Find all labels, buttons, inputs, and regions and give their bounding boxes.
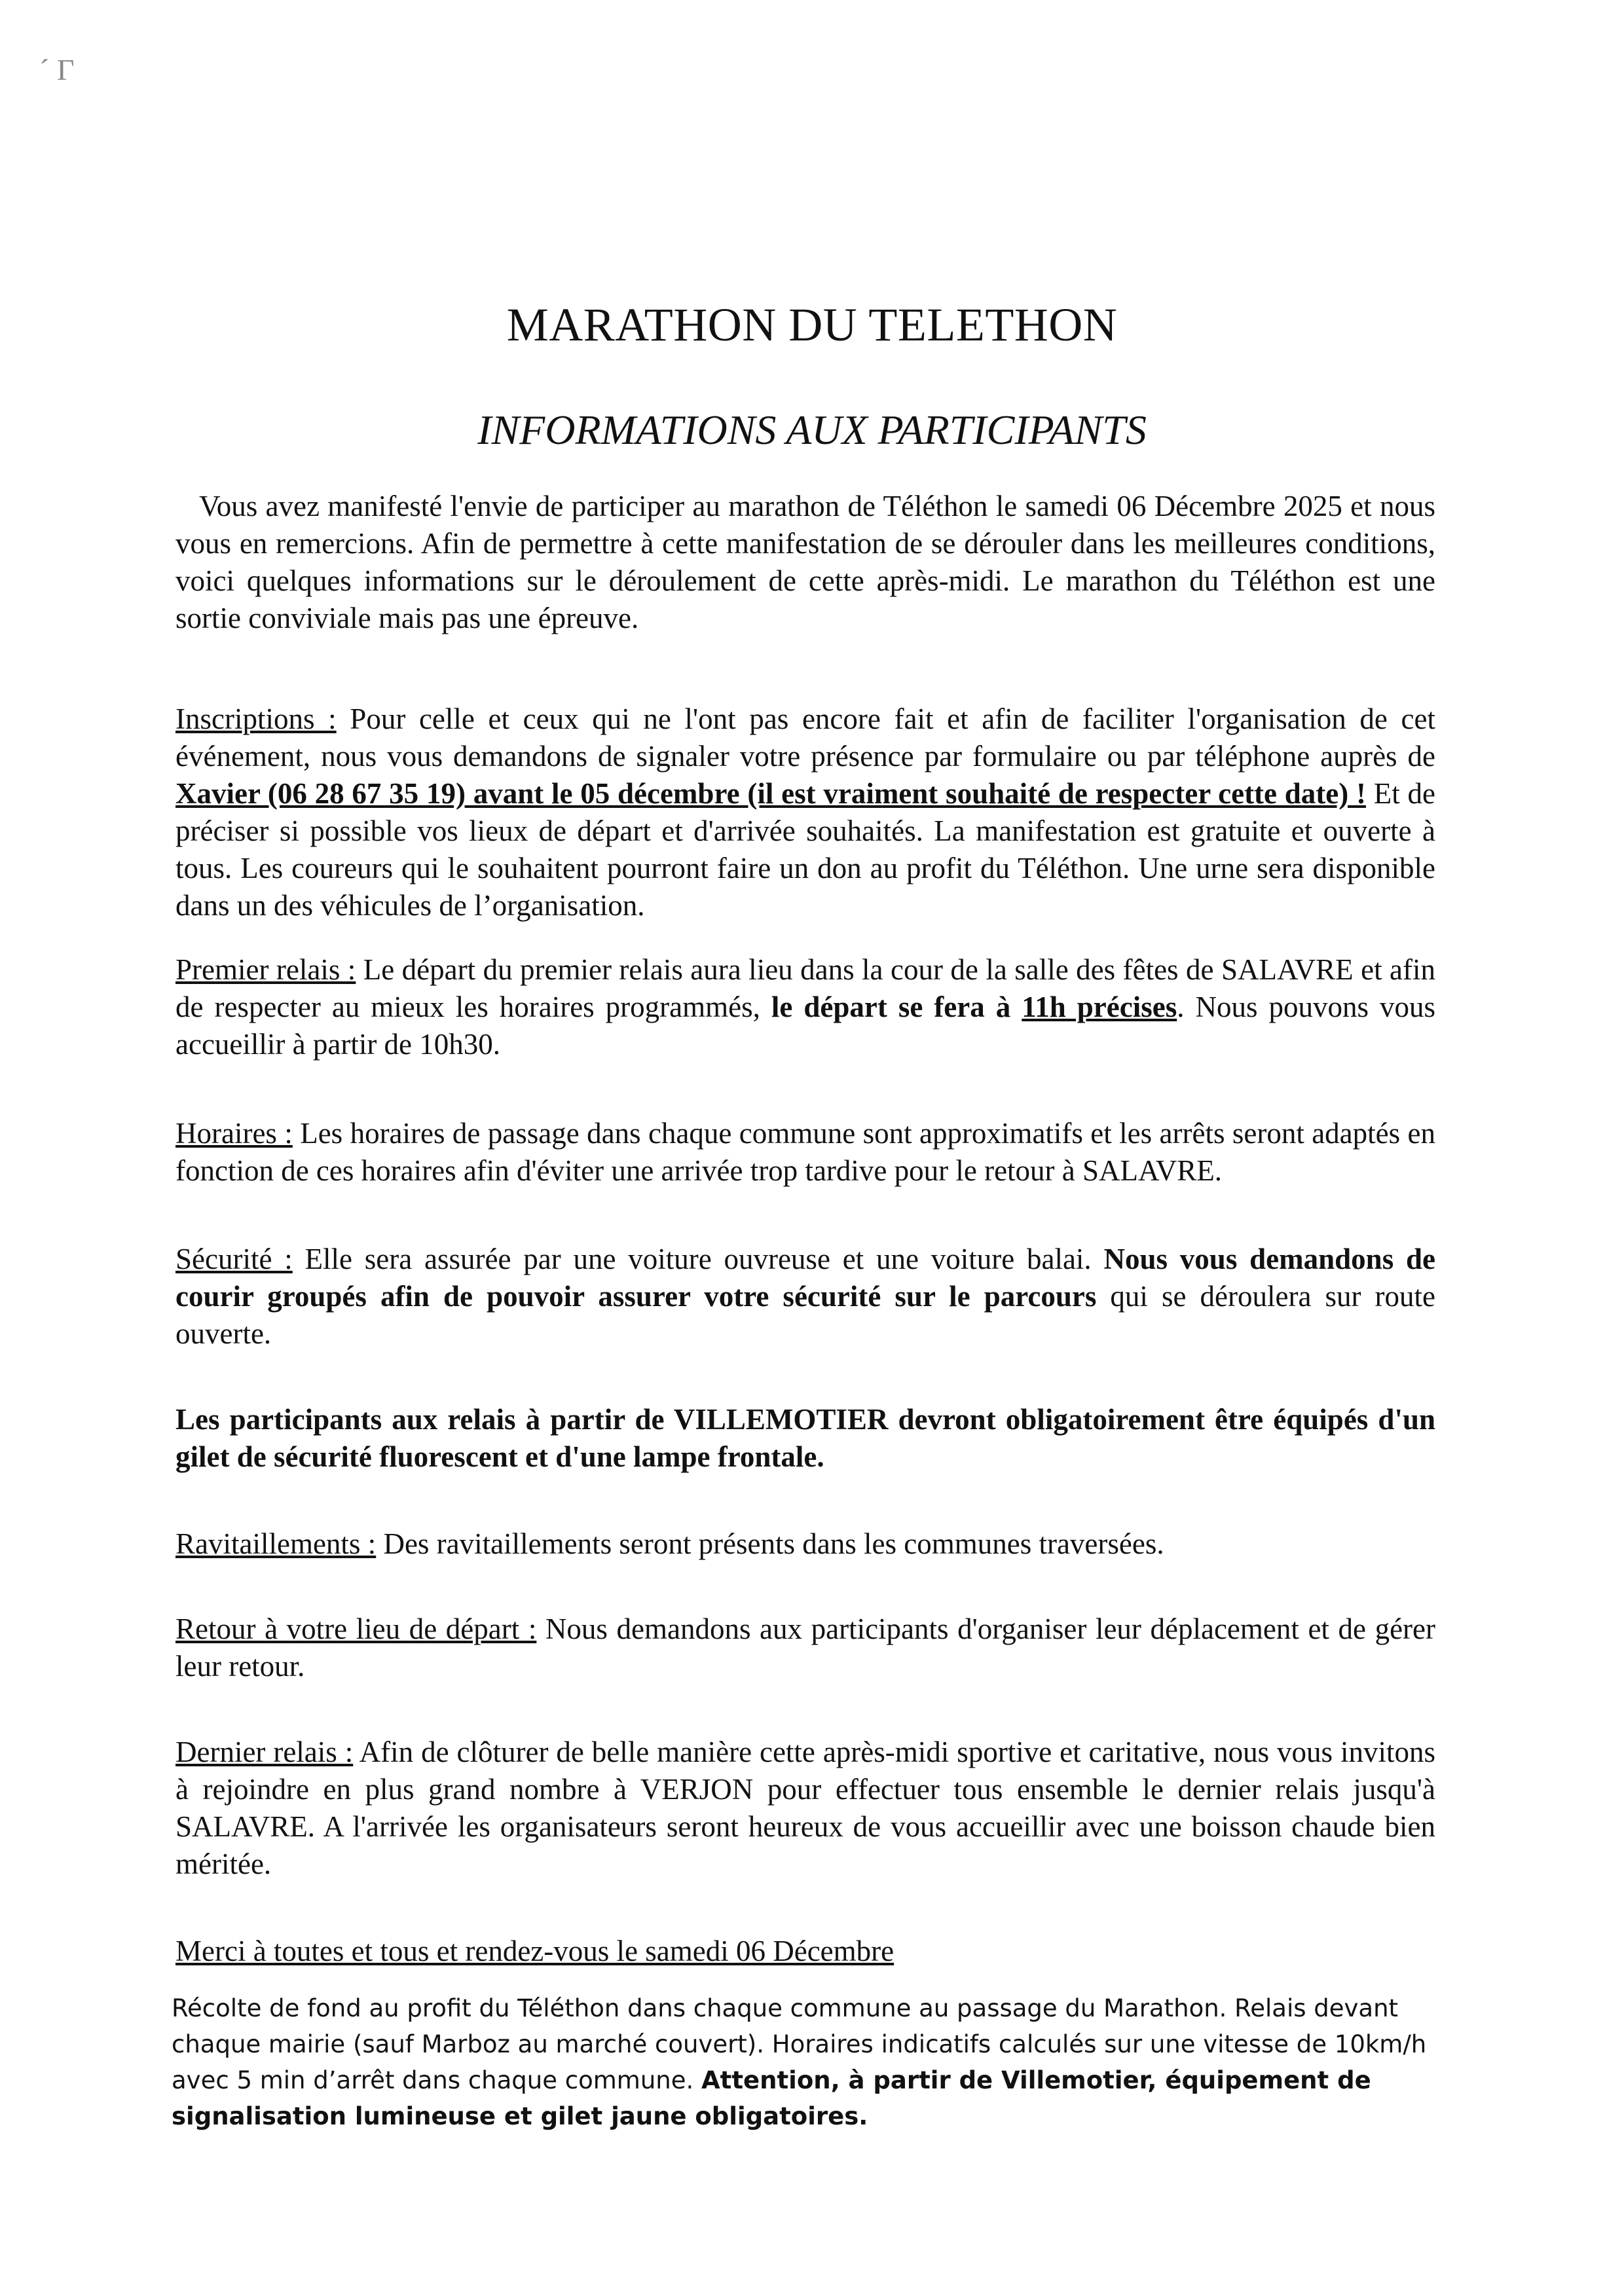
page-title: MARATHON DU TELETHON — [506, 299, 1118, 351]
premier-relais-bold: le départ se fera à — [771, 991, 1022, 1023]
securite-text-2: qui se déroulera sur route ouverte. — [175, 1280, 1436, 1350]
equipment-warning: Les participants aux relais à partir de VILLEMOTIER devront obligatoirement être équipés d'un gilet de sécurité fluorescent et d'une lampe frontale. — [175, 1403, 1435, 1473]
final-note-text: Récolte de fond au profit du Téléthon dans chaque commune au passage du Marathon. Relais devant chaque mairie (sauf Marboz au marché couvert). Horaires indicatifs calculés sur une vitesse de 10km/h avec 5 min d’arrêt dans chaque commune. — [172, 1994, 1427, 2094]
premier-relais-time: 11h précises — [1022, 991, 1177, 1023]
ravitaillements-paragraph — [175, 1525, 1435, 1563]
securite-text-1: Elle sera assurée par une voiture ouvreuse et une voiture balai. — [292, 1243, 1104, 1275]
dernier-relais-label: Dernier relais : — [175, 1736, 354, 1768]
intro-text: Vous avez manifesté l'envie de participer au marathon de Téléthon le samedi 06 Décembre 2025 et nous vous en remercions. Afin de permettre à cette manifestation de se dérouler dans les meilleures conditions, voici quelques informations sur le déroulement de cette après-midi. Le marathon du Téléthon est une sortie conviviale mais pas une épreuve. — [175, 490, 1435, 634]
closing-line: Merci à toutes et tous et rendez-vous le samedi 06 Décembre — [175, 1935, 895, 1967]
final-note — [172, 1990, 1435, 2134]
premier-relais-label: Premier relais : — [175, 953, 356, 986]
scan-artifact-mark: ´ Γ — [39, 53, 75, 86]
premier-relais-text-2: . Nous pouvons vous accueillir à partir de 10h30. — [175, 991, 1435, 1061]
horaires-label: Horaires : — [175, 1117, 293, 1150]
dernier-relais-text: Afin de clôturer de belle manière cette après-midi sportive et caritative, nous vous invitons à rejoindre en plus grand nombre à VERJON pour effectuer tous ensemble le dernier relais jusqu'à SALAVRE. A l'arrivée les organisateurs seront heureux de vous accueillir avec une boisson chaude bien méritée. — [175, 1736, 1435, 1880]
dernier-relais-paragraph — [175, 1734, 1435, 1883]
page-subtitle: INFORMATIONS AUX PARTICIPANTS — [477, 407, 1147, 453]
retour-text: Nous demandons aux participants d'organiser leur déplacement et de gérer leur retour. — [175, 1613, 1435, 1683]
premier-relais-paragraph — [175, 951, 1435, 1063]
securite-bold: Nous vous demandons de courir groupés afin de pouvoir assurer votre sécurité sur le parcours — [175, 1243, 1435, 1313]
retour-paragraph — [175, 1611, 1435, 1685]
inscriptions-contact-highlight: Xavier (06 28 67 35 19) avant le 05 décembre (il est vraiment souhaité de respecter cette date) ! — [175, 777, 1366, 810]
securite-label: Sécurité : — [175, 1243, 293, 1275]
securite-paragraph — [175, 1241, 1435, 1353]
inscriptions-label: Inscriptions : — [175, 702, 337, 735]
final-note-bold: Attention, à partir de Villemotier, équipement de signalisation lumineuse et gilet jaune obligatoires. — [172, 2066, 1371, 2130]
horaires-paragraph — [175, 1115, 1435, 1190]
inscriptions-paragraph — [175, 701, 1435, 924]
retour-label: Retour à votre lieu de départ : — [175, 1613, 537, 1645]
ravitaillements-label: Ravitaillements : — [175, 1527, 377, 1560]
premier-relais-text-1: Le départ du premier relais aura lieu dans la cour de la salle des fêtes de SALAVRE et afin de respecter au mieux les horaires programmés, — [175, 953, 1435, 1023]
horaires-text: Les horaires de passage dans chaque commune sont approximatifs et les arrêts seront adaptés en fonction de ces horaires afin d'éviter une arrivée trop tardive pour le retour à SALAVRE. — [175, 1117, 1435, 1187]
inscriptions-text-1: Pour celle et ceux qui ne l'ont pas encore fait et afin de faciliter l'organisation de cet événement, nous vous demandons de signaler votre présence par formulaire ou par téléphone auprès de — [175, 702, 1436, 773]
inscriptions-text-2: Et de préciser si possible vos lieux de départ et d'arrivée souhaités. La manifestation est gratuite et ouverte à tous. Les coureurs qui le souhaitent pourront faire un don au profit du Téléthon. Une urne sera disponible dans un des véhicules de l’organisation. — [175, 777, 1435, 922]
intro-paragraph — [175, 488, 1435, 637]
ravitaillements-text: Des ravitaillements seront présents dans les communes traversées. — [376, 1527, 1164, 1560]
